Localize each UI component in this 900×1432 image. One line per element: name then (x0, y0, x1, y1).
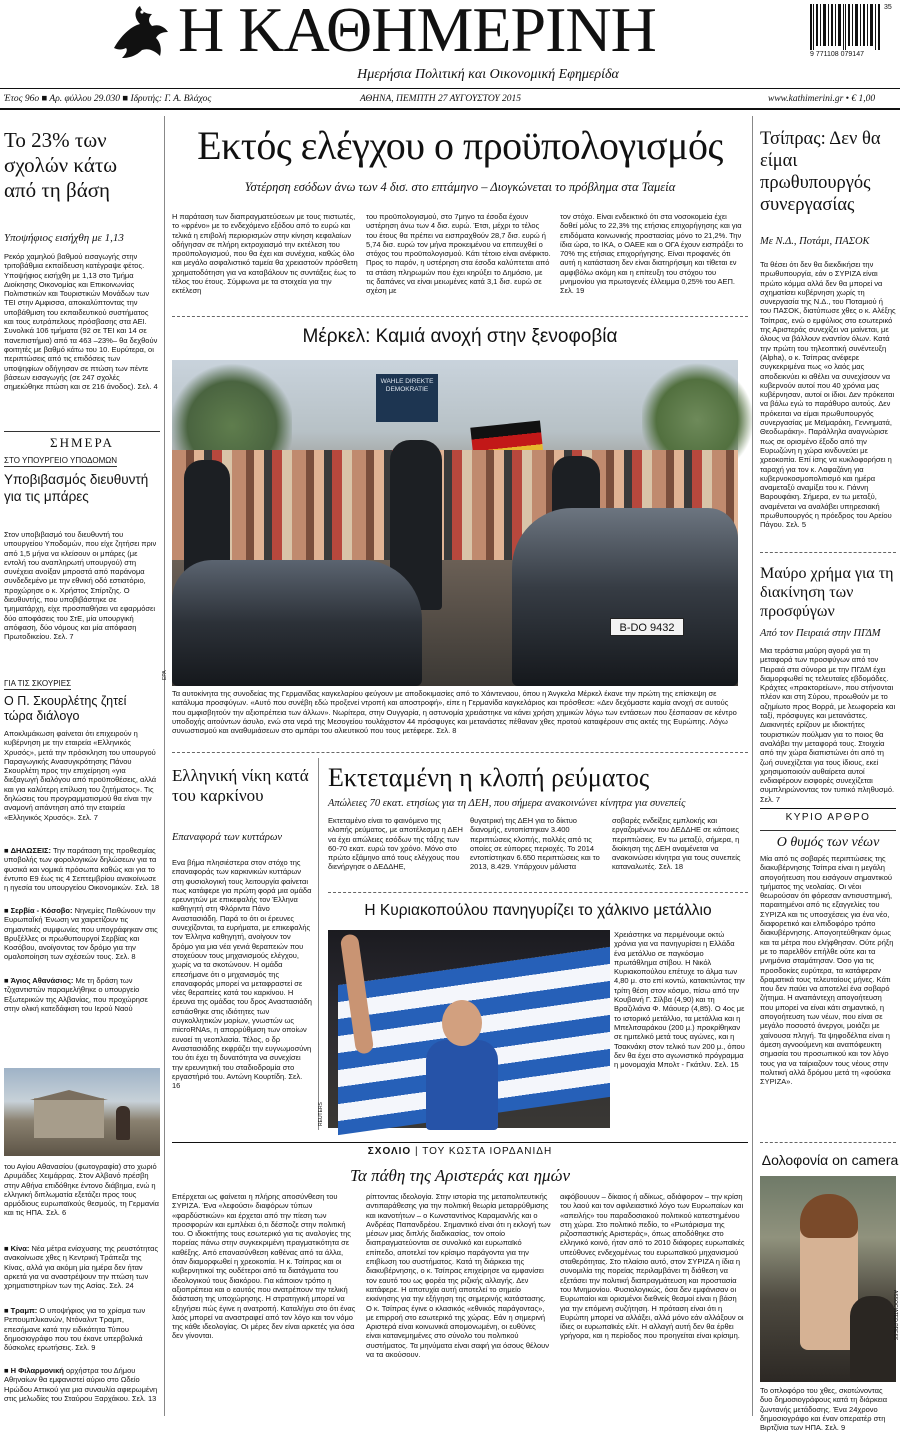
bullet-text: Ο υποψήφιος για το χρίσμα των Ρεπουμπλικανών, Ντόναλντ Τραμπ, επεσήμανε κατά την ειδικότητα Τύπου δημοσιογράφο που του έκανε υπερβολικά δύσκολες ερωτήσεις. Σελ. 9 (4, 1306, 146, 1353)
editorial-headline[interactable]: Ο θυμός των νέων (760, 830, 896, 851)
merkel-photo (172, 360, 738, 686)
church-building-shape (34, 1098, 104, 1138)
right-column-divider (752, 116, 753, 1416)
left-bullets (4, 846, 160, 1024)
bullet-label: ΔΗΛΩΣΕΙΣ: (10, 846, 52, 855)
bullet-item: ■ Τραμπ: Ο υποψήφιος για το χρίσμα των Ρεπουμπλικανών, Ντόναλντ Τραμπ, επεσήμανε κατά την ειδικότητα Τύπου δημοσιογράφο που του έκανε υπερβολικά δύσκολες ερωτήσεις. Σελ. 9 (4, 1306, 146, 1353)
murder-photo (760, 1176, 896, 1382)
athlete-photo (328, 930, 610, 1128)
tsipras-headline[interactable]: Τσίπρας: Δεν θα είμαι πρωθυπουργός συνεργασίας (760, 129, 881, 215)
bullet-label: Σερβία - Κόσοβο: (10, 906, 73, 915)
lead-subheadline: Υστέρηση εσόδων άνω των 4 δισ. στο επτάμηνο – Διογκώνεται το πρόβλημα στα Ταμεία (244, 180, 676, 194)
tree-shape (642, 360, 752, 460)
murder-headline[interactable]: Δολοφονία on camera (761, 1152, 899, 1168)
electricity-col-2: θυγατρική της ΔΕΗ για το δίκτυο διανομής, εντοπίστηκαν 3.400 περιπτώσεις κλοπής, πολλές από τις οποίες σε εύπορες περιοχές. Το 2014 εντοπίστηκαν 6.650 περιπτώσεις και το 2013, 8.429. Υπάρχουν μάλιστα (470, 816, 600, 872)
site-and-price[interactable]: www.kathimerini.gr • € 1,00 (768, 94, 876, 104)
murder-photo-credit: ASSOCIATED PRESS (892, 1290, 898, 1341)
tsipras-subheadline: Με Ν.Δ., Ποτάμι, ΠΑΣΟΚ (760, 236, 870, 247)
barcode-bars-icon (810, 4, 882, 50)
merkel-photo-credit: EPA (162, 670, 168, 680)
person-silhouette (116, 1106, 130, 1140)
cancer-divider (318, 758, 319, 1130)
merkel-headline[interactable]: Μέρκελ: Καμιά ανοχή στην ξενοφοβία (302, 326, 618, 347)
tsipras-text: Τα θέσει ότι δεν θα διεκδικήσει την πρωθυπουργία, εάν ο ΣΥΡΙΖΑ είναι πρώτο κόμμα αλλά δεν θα μπορεί να σχηματίσει κυβέρνηση χωρίς τη συνεργασία της Ν.Δ., του Ποταμιού ή του ΠΑΣΟΚ, διατύπωσε χθες ο κ. Αλέξης Τσίπρας, ενώ ο εμφύλιος στο εσωτερικό της Αριστεράς συνεχίζει να μαίνεται, με όλους να βάλλουν εναντίον όλων. Κατά την πρώτη του τηλεοπτική συνέντευξη (Alpha), ο κ. Τσίπρας ανέφερε συγκεκριμένα πως «ο λαός μας αποδεικνύει κι αθέλει να συνεχίσουν να κυβερνούν αυτοί που 40 χρόνια μας κυβέρνησαν, αυτοί οι ίδιοι. Δεν πρόκειται να βάλω εγώ το παράθυρο αυτούς. Δεν πρόκειται να είμαι πρωθυπουργός συνεργασίας με Μεϊμαράκη, Γεννηματά, Θεοδωράκη». Παράλληλα αναγνώρισε πως σε ορισμένο έξοδο από την Ευρωζώνη η χώρα κινδυνεύει με χρεοκοπία. Επί ίσης να κυκλοφορήσει η ταραχή για τον κ. Λαφαζάνη για κυβερνοκοσμοπολιτισμό και ημέρα αναμεταξύ αναμίξει του κ. Γιάννη Βαρουφάκη. Σήμερα, εν τω μεταξύ, αναμένεται να αναλάβει υπηρεσιακή πρωθυπουργός η πρόεδρος του Αρείου Πάγου. Σελ. 5 (760, 260, 896, 530)
item2-kicker: ΓΙΑ ΤΙΣ ΣΚΟΥΡΙΕΣ (4, 679, 72, 688)
comment-col-2: ρίπτοντας ιδεολογία. Στην ιστορία της μεταπολιτευτικής αντιπαράθεσης για την πολιτική θεωρία μεταρρύθμισης και ικανοτήτων – ο Κωνσταντίνος Καραμανλής και ο Ανδρέας Παπανδρέου. Σημαντικό είναι ότι η εκλογή των μέσων μιας διπλής διαδικασίας, τον οποίο διαπραγματεύονται σε συνολικό και ευρωπαϊκό επίπεδο, αποτελεί τον κρίσιμο παράγοντα για την επιβίωση του συστήματος. Κατά τη διάρκεια της διακυβέρνησης, ο κ. Τσίπρας επιχείρησε να εμφανίσει τον εαυτό του ως φορέα της ριζικής αλλαγής. Δεν κατάφερε. Η αποτυχία αυτή αποτελεί το σημείο εκκίνησης για την εξήγηση της σημερινής κατάστασης. Ο κ. Τσίπρας έγινε ο κλασικός «εθνικός παράγοντας», με επιρροή στο εσωτερικό της χώρας. Εάν η σημερινή Αριστερά είναι κοινωνικά απομονωμένη, οι ευθύνες είναι κατανεμημένες στο σύνολο του πολιτικού συστήματος. Τα μηνύματα είναι σαφή για όσους θέλουν να τα ακούσουν. (366, 1192, 551, 1360)
masthead (0, 0, 900, 112)
bullet-text: Νηνεμίες Πειθώνουν την ΕυρωπαΪκή Ένωση να χαιρετίζουν τις σημαντικές συμφωνίες που υπογράφηκαν στις Βρυξέλλες οι πρωθυπουργοί Σερβίας και Κοσόβου, ανοίγοντας τον δρόμο για την ομαλοποίηση των σχέσεών τους. Σελ. 8 (4, 906, 158, 962)
masthead-rule-top (0, 88, 900, 89)
comment-headline[interactable]: Τα πάθη της Αριστεράς και ημών (349, 1166, 570, 1185)
athlete-headline[interactable]: Η Κυριακοπούλου πανηγυρίζει το χάλκινο μετάλλιο (364, 902, 712, 919)
newspaper-title[interactable]: Η ΚΑΘΗΜΕΡΙΝΗ (178, 0, 656, 65)
bullet-item: ■ Σερβία - Κόσοβο: Νηνεμίες Πειθώνουν την ΕυρωπαΪκή Ένωση να χαιρετίζουν τις σημαντικές συμφωνίες που υπογράφηκαν στις Βρυξέλλες οι πρωθυπουργοί Σερβίας και Κοσόβου, ανοίγοντας τον δρόμο για την ομαλοποίηση των σχέσεών τους. Σελ. 8 (4, 906, 158, 962)
item1-headline[interactable]: Υποβιβασμός διευθυντή για τις μπάρες (4, 472, 149, 504)
bullet-label: Η Φιλαρμονική (10, 1366, 64, 1375)
bullet-item: ■ Κίνα: Νέα μέτρα ενίσχυσης της ρευστότητας ανακοίνωσε χθες η Κεντρική Τράπεζα της Κίνας, αλλά για ακόμη μία ημέρα δεν ήταν αρκετά για να αναστρέψουν την πτώση των χρηματιστηρίων των της Ασίας. Σελ. 24 (4, 1244, 159, 1291)
today-label: ΣΗΜΕΡΑ (50, 435, 114, 450)
item2-text: Αποκλιμάκωση φαίνεται ότι επιχειρούν η κυβέρνηση με την εταιρεία «Ελληνικός Χρυσός», μετά την πρόσκληση του υπουργού Παραγωγικής Ανασυγκρότησης Πάνου Σκουρλέτη προς την επιχείρηση «για διεξαγωγή διαλόγου από προϋποθέσεις, αλλά και για καλύτερη επίλυση του ζητήματος». Τις δηλώσεις του προγραμματισμού θα είναι την αναμονή απάντηση από την εταιρεία «Ελληνικός Χρυσός». Σελ. 7 (4, 729, 157, 822)
comment-label-line (172, 1146, 748, 1157)
bullet-text: ορχήστρα του Δήμου Αθηναίων θα εμφανιστεί αύριο στο Ωδείο Ηρώδου Αττικού για μια συναυλία αφιερωμένη στις μελωδίες του Σταύρου Ξαρχάκου. Σελ. 13 (4, 1366, 158, 1403)
athlete-photo-credit: REUTERS (318, 1102, 324, 1126)
left-column-divider (164, 116, 165, 1416)
comment-separator: | (415, 1146, 423, 1157)
newspaper-subtitle: Ημερήσια Πολιτική και Οικονομική Εφημερίδα (357, 67, 619, 82)
lead-bottom-rule (172, 316, 748, 317)
lead-headline[interactable]: Εκτός ελέγχου ο προϋπολογισμός (197, 123, 723, 168)
cancer-subheadline: Επαναφορά των κυττάρων (172, 832, 283, 843)
left-bullets-2 (4, 1244, 160, 1406)
bullet-text: Νέα μέτρα ενίσχυσης της ρευστότητας ανακοίνωσε χθες η Κεντρική Τράπεζα της Κίνας, αλλά για ακόμη μία ημέρα δεν ήταν αρκετά για να αναστρέψουν την πτώση των χρηματιστηρίων των της Ασίας. Σελ. 24 (4, 1244, 159, 1291)
murder-caption: Το οπλοφόρο του χθες, σκοτώνοντας δυο δημοσιογράφους κατά τη διάρκεια ζωντανής μετάδοσης. Ένα 24χρονο δημοσιογράφο και έναν οπερατέρ στη Βιρτζίνια των ΗΠΑ. Σελ. 9 (760, 1386, 888, 1432)
today-rule (4, 431, 160, 432)
lead-col-1: Η παράταση των διαπραγματεύσεων με τους πιστωτές, το «φρένο» με το ενδεχόμενο εξόδου από το ευρώ και τελικά η επιβολή περιορισμών στην κίνηση κεφαλαίων οδήγησαν σε πλήρη εκτροχιασμό την εκτέλεση του προϋπολογισμού, που θα έχει και συνέχεια, καθώς όλο και μεγάλο ασφαλιστικό ταμεία θα χρειαστούν πρόσθετη χρηματοδότηση για να καταβάλουν τις συντάξεις έως το τέλος του έτους. Σύμφωνα με τα στοιχεία για την εκτέλεση (172, 212, 358, 296)
masthead-rule-bottom (0, 108, 900, 110)
lead-col-3: τον στόχο. Είναι ενδεικτικό ότι στα νοσοκομεία έχει δοθεί μόλις το 22,3% της ετήσιας επιχορήγησης και για επιδόματα κοινωνικής προστασίας μόνο το 21,2%. Την ίδια ώρα, το ΙΚΑ, ο ΟΑΕΕ και ο ΟΓΑ έχουν εισπράξει το 70% της ετήσιας επιχορήγησης. Είναι προφανές ότι αυτή η κατάσταση δεν είναι διατηρήσιμη και τίθεται εν αμφιβόλω ακόμη και η επίτευξη του στόχου του μνημονίου για πρωτογενές έλλειμμα 0,25% του ΑΕΠ. Σελ. 19 (560, 212, 743, 296)
left-story-text: Ρεκόρ χαμηλού βαθμού εισαγωγής στην τριτοβάθμια εκπαίδευση κατέγραψε φέτος. Υποψήφιος εισήχθη με 1,13 στο Τμήμα Διοίκησης Οικονομίας και Επικοινωνίας Πολιτιστικών και Τουριστικών Μονάδων των ΤΕΙ στην Αμφισσα, αποκαλύπτοντας την υποβάθμιση του εκπαιδευτικού συστήματος και τους ευτράπελους πρόσβασης στα ΑΕΙ. Συνολικά 106 τμήματα (92 σε ΤΕΙ και 14 σε πανεπιστήμια) από τα 463 –23%– θα δεχθούν φοιτητές με βαθμό κάτω του 10. Ευρύτερα, οι περιπτώσεις από τις επιδόσεις των υποψηφίων οδήγησαν σε πτώση των πέντε βάσεων εισαγωγής (σε 247 σχολές σημειώθηκε πτώση και σε 216 άνοδος). Σελ. 4 (4, 252, 158, 392)
protest-sign: WAHLE DIREKTE DEMOKRATIE (376, 374, 438, 422)
merkel-caption: Τα αυτοκίνητα της συνοδείας της Γερμανίδας καγκελαρίου φεύγουν με αποδοκιμασίες από το Χάιντεναου, όπου η Άνγκελα Μέρκελ έκανε την πρώτη της επίσκεψη σε κατάλυμα προσφύγων. «Αυτό που συνέβη εδώ προξενεί ντροπή και αποστροφή», είπε η Γερμανίδα καγκελάριος και πρόσθεσε: «Δεν δεχόμαστε καμία ανοχή σε αυτούς που αμφισβητούν την αξιοπρέπεια των άλλων». Νωρίτερα, στην Ουγγαρία, η αστυνομία χρειάστηκε να κάνει χρήση χημικών λόγω των εντάσεων που ξέσπασαν σε κέντρο υποδοχής αιτούντων άσυλο, ενώ στα νερά της Μεσογείου τουλάχιστον 44 πρόσφυγες και μετανάστες πέθαναν χθες προτού καταφέρουν στις ακτές της Ευρώπης. Λόγω συνωστισμού και αναθυμιάσεων στο αμπάρι του αλιευτικού που τους μετέφερε. Σελ. 8 (172, 689, 737, 736)
car-shape (172, 560, 422, 686)
athlete-body-shape (426, 1040, 498, 1130)
bullet-item: ■ ΔΗΛΩΣΕΙΣ: Την παράταση της προθεσμίας υποβολής των φορολογικών δηλώσεων για τα φυσικά και νομικά πρόσωπα καθώς και για το έντυπο Ε9 έως τις 4 Σεπτεμβρίου ανακοίνωσε η ηγεσία του υπουργείου Οικονομικών. Σελ. 18 (4, 846, 160, 893)
athlete-text: Χρειάστηκε να περιμένουμε οκτώ χρόνια για να πανηγυρίσει η Ελλάδα ένα μετάλλιο σε παγκόσμιο πρωτάθλημα στίβου. Η Νικόλ Κυριακοπούλου επέτυχε το άλμα των 4,80 μ. στο επί κοντώ, κατακτώντας την τρίτη θέση στον κόσμο, πίσω από την Κουβανή Γ. Σίλβα (4,90) και τη Βραζιλιάνα Φ. Μάουερ (4,85). Ο 4ος με το ιστορικό μετάλλιο, τα μετάλλια και η Μπελιτσαράκου (200 μ.) προκρίθηκαν σε ημιτελικό μετά τους αγώνες, και η Τσακνάκη στον τελικό των 200 μ., όπου δεν θα έχει στο αγωνιστικό πρόγραμμα η μονομαχία Μπολτ - Γκάτλιν. Σελ. 15 (614, 930, 745, 1070)
bullet-label: Άγιος Αθανάσιος: (10, 976, 74, 985)
barcode-number: 9 771108 079147 (810, 51, 864, 58)
cancer-headline[interactable]: Ελληνική νίκη κατά του καρκίνου (172, 766, 309, 805)
bullet-text: Με τη δράση των τζιχαντιστών παραμελήθηκε ο υπουργείο Εξωτερικών της Αλβανίας, που προχώρησε στην ολική κατεδάφιση του Ιερού Ναού (4, 976, 148, 1013)
barcode (810, 4, 890, 62)
comment-col-3: αιφόβουυυν – δίκαιος ή αδίκως, αδιάφορον – την κρίση του λαού και τον αφιλειαστικό λόγο των Ευρωπαίων και «απειλής» του παραδοσιακού πολιτικού κατεστημένου στη χώρα. Στο πολιτικό πεδίο, το «Ρωτάρισμα της ριζοσπαστικής Αριστεράς», όπως αποδόθηκε στο ελληνικό κοινό, ήταν από το 2010 διάφορες ευρωπαϊκές υπεύθυνες ενδεχομένως του ευρωπαϊκού μηχανισμού σταθερότητας. Στο πλαίσιο αυτό, στον ΣΥΡΙΖΑ η ίδια η συνομιλία της πορείας περιλαμβάνει τη διάθεση να εξετάσει την πολιτική διαπραγμάτευση και προστασία του Μνημονίου. Φυσιολογικώς, όσα δεν εμφάνισαν οι Ευρωπαίοι και ορισμένοι διεθνείς θεσμοί είναι η βάση για την επόμενη συζήτηση. Η πρόταση είναι ότι η Ευρώπη μπορεί να αλλάξει, αλλά μόνο εάν αλλάξουν οι ίδιες οι ευρωπαϊκές ελίτ. Η αλλαγή αυτή δεν θα έρθει γρήγορα, και η περίοδος που προηγείται είναι κρίσιμη. (560, 1192, 745, 1341)
issue-info: Έτος 96ο ■ Αρ. φύλλου 29.030 ■ Ιδρυτής: Γ. Α. Βλάχος (4, 94, 212, 104)
car-shape (512, 508, 738, 686)
bullet-item: ■ Η Φιλαρμονική ορχήστρα του Δήμου Αθηναίων θα εμφανιστεί αύριο στο Ωδείο Ηρώδου Αττικού για μια συναυλία αφιερωμένη στις μελωδίες του Σταύρου Ξαρχάκου. Σελ. 13 (4, 1366, 158, 1403)
comment-label: ΣΧΟΛΙΟ (367, 1146, 412, 1157)
item2-headline[interactable]: Ο Π. Σκουρλέτης ζητεί τώρα διάλογο (4, 694, 127, 723)
item1-kicker: ΣΤΟ ΥΠΟΥΡΓΕΙΟ ΥΠΟΔΟΜΩΝ (4, 456, 117, 465)
electricity-col-3: σοβαρές ενδείξεις εμπλοκής και εργαζομένων του ΔΕΔΔΗΕ σε κάποιες περιπτώσεις. Εν τω μεταξύ, σήμερα, η διοίκηση της ΔΕΗ αναμένεται να ανακοινώσει κίνητρα για τους συνεπείς καταναλωτές. Σελ. 18 (612, 816, 741, 872)
electricity-subheadline: Απώλειες 70 εκατ. ετησίως για τη ΔΕΗ, που σήμερα ανακοινώνει κίνητρα για συνεπείς (328, 798, 686, 809)
bullet-text: Την παράταση της προθεσμίας υποβολής των φορολογικών δηλώσεων για τα φυσικά και νομικά πρόσωπα καθώς και για το έντυπο Ε9 έως τις 4 Σεπτεμβρίου ανακοίνωσε η ηγεσία του υπουργείου Οικονομικών. Σελ. 18 (4, 846, 160, 893)
bullet-label: Κίνα: (10, 1244, 30, 1253)
athlete-head-shape (442, 1000, 482, 1046)
barcode-issue: 35 (884, 4, 892, 11)
lead-col-2: του προϋπολογισμού, στο 7μηνο τα έσοδα έχουν υστέρηση άνω των 4 δισ. ευρώ. Έτσι, μέχρι το τέλος του έτους θα πρέπει να εισπραχθούν 28,7 δισ. ευρώ ή 5,74 δισ. ευρώ τον μήνα προκειμένου να επιτευχθεί ο στόχος του προϋπολογισμού. Κάτι τέτοιο είναι ανέφικτο. Προς το παρόν, η υστέρηση στα έσοδα καλύπτεται από τα στάση πληρωμών που έχει κηρύξει το Δημόσιο, με τις δαπάνες να είναι μειωμένες κατά 3,1 δισ. ευρώ σε σχέση με (366, 212, 551, 296)
issue-date: ΑΘΗΝΑ, ΠΕΜΠΤΗ 27 ΑΥΓΟΥΣΤΟΥ 2015 (360, 94, 522, 104)
left-subheadline: Υποψήφιος εισήχθη με 1,13 (4, 232, 124, 244)
phoenix-logo-icon (108, 4, 170, 62)
editorial-top-rule (760, 808, 896, 809)
merkel-bottom-rule (172, 752, 748, 753)
bullets-continued: του Αγίου Αθανασίου (φωτογραφία) στο χωριό Δρυμάδες Χειμάρρας. Στον Αλβανό πρέσβη στην Αθήνα επιδόθηκε έντονο διάβημα, ενώ η ελληνική διπλωματία εξετάζει προς τους αρμόδιους ευρωπαϊκούς θεσμούς, τη Γερμανία και τις ΗΠΑ. Σελ. 6 (4, 1162, 159, 1218)
comment-byline: ΤΟΥ ΚΩΣΤΑ ΙΟΡΔΑΝΙΔΗ (422, 1146, 553, 1157)
murder-top-rule (760, 1142, 896, 1143)
cancer-text: Ενα βήμα πλησιέστερα στον στόχο της επαναφοράς των καρκινικών κυττάρων στη φυσιολογική τους λειτουργία φαίνεται πως κατάφερε για πρώτη φορά μια ομάδα ερευνητών με επικεφαλής τον Έλληνα καθηγητή στη Φλόριντα Πάνο Αναστασιάδη. Παρά το ότι οι έρευνες συνεχίζονται, τα ευρήματα, με επικεφαλής τον Έλληνα καθηγητή, ανοίγουν τον δρόμο για μια νέα γενιά θεραπειών που στοχεύουν τους μηχανισμούς ελέγχου, χωρίς να τα σκοτώνουν. Η ομάδα επεσήμανε ότι ο μηχανισμός της επαναφοράς μπορεί να μεταφραστεί σε νέες θεραπείες κατά του καρκίνου. Η έρευνα της ομάδας του δρος Αναστασιάδη εστιάσθηκε στις ιδιότητες των συγκολλητικών μορίων, γνωστών ως microRNAs, η απορρύθμιση των οποίων ευνοεί τη νεοπλασία. Τέλος, ο δρ Αναστασιάδης εκφράζει την ευγνωμοσύνη του ότι έχει τη δυνατότητα να συνεχίσει την ερευνητική του σταδιοδρομία στο εργαστήριό του. Αντώνη Κουρτίδη. Σελ. 16 (172, 858, 312, 1091)
refugees-headline[interactable]: Μαύρο χρήμα για τη διακίνηση των προσφύγων (760, 565, 894, 620)
electricity-headline[interactable]: Εκτεταμένη η κλοπή ρεύματος (328, 763, 650, 792)
refugees-top-rule (760, 552, 896, 553)
editorial-label: ΚΥΡΙΟ ΑΡΘΡΟ (785, 812, 871, 823)
church-photo (4, 1068, 160, 1156)
bullet-item: ■ Άγιος Αθανάσιος: Με τη δράση των τζιχαντιστών παραμελήθηκε ο υπουργείο Εξωτερικών της Αλβανίας, που προχώρησε στην ολική κατεδάφιση του Ιερού Ναού (4, 976, 148, 1013)
bullet-label: Τραμπ: (10, 1306, 38, 1315)
man-figure-shape (850, 1296, 896, 1382)
left-headline[interactable]: Το 23% των σχολών κάτω από τη βάση (4, 128, 118, 202)
electricity-bottom-rule (328, 892, 748, 893)
comment-top-rule (172, 1142, 748, 1143)
refugees-text: Μια τεράστια μαύρη αγορά για τη μεταφορά των προσφύγων από τον Πειραιά στα σύνορα με την ΠΓΔΜ έχει διαμορφωθεί τις τελευταίες εβδομάδες. Κράχτες «πρακτορείων», που στήνονται πλέον και στη Σύρου, προωθούν με το αζημίωτο προς Βορρά, με λεωφορεία και ταξί, πρόσφυγες και μετανάστες. Διακινητές ερίζουν με ιδιοκτήτες τουριστικών πούλμαν για το ποιος θα αναλάβει την μεταφορά τους. Στοιχεία από την χώρα διαπιστώνει ότι από τη ζωή συνεχίζεται για τους ίδιους, εκεί χρησιμοποιούν αυθαίρετα αυτοί ενδιαφέρουν εισφορές συνεχίζεται συμπληρώνοντας τον τυπικό πληθυσμό. Σελ. 7 (760, 646, 896, 804)
editorial-text: Μία από τις σοβαρές περιπτώσεις της διακυβέρνησης Τσίπρα είναι η μεγάλη απογοήτευση που εισάγουν σημαντικού τμήματος της νεολαίας. Οι νέοι θεωρούσαν ότι φόρεσαν αντισυστημική, παραιτημένοι από τις εξαγγελίες του ΣΥΡΙΖΑ και τις υποσχέσεις για ένα νέο, διαφορετικό και ελπιδοφόρο τρόπο διακυβέρνησης. Απογοητεύθηκαν όμως και τα μέτρα που ελήφθησαν. Ούτε ρήξη με το παρελθόν επήλθε ούτε και τα μνημόνια σταμάτησαν. Όσο για τις προσδοκίες ευρύτερα, τα κατάφεραν δραματικά τους τελευταίους μήνες. Κάτι που δεν παύει να αποτελεί ένα σοβαρό ζήτημα. Η αναπάντεχη απογοήτευση που μπορεί να είναι κάτι σημαντικό, η απογοήτευση των νέων, που είναι σε μεγάλο ποσοστό άνεργοι, μοιάζει με χαίνουσα πληγή. Τα ψηφοδέλτια είναι η άμεση αγνοούμενη και αναπόφευκτη σημασία του προσωπικού και τον λόγο τους για να ταίριαζουν τους νέους στην πολιτική αλλά δρόμου μετά τη «φούσκα ΣΥΡΙΖΑ». (760, 854, 894, 1087)
church-roof-shape (30, 1090, 108, 1100)
refugees-subheadline: Από τον Πειραιά στην ΠΓΔΜ (760, 628, 881, 639)
item1-text: Στον υποβιβασμό του διευθυντή του υπουργείου Υποδομών, που είχε ζητήσει πριν από 1,5 μήνα να κλείσουν οι μπάρες (με εντολή του αναπληρωτή υπουργού) στη συνέχεια ανοίξαν μπροστά από παράνομα συνδεδεμένο με την εθνική οδό εστιατόριο, προχώρησε ο κ. Χρήστος Σπίρτζης. Ο διευθυντής, που υποβιβάστηκε σε τμηματάρχη, είχε προσπαθήσει να εφαρμόσει δύο αποφάσεις του ΣτΕ, μία υπουργική απόφαση, δύο νόμους και μία απόφαση Πρωτοδικείου. Σελ. 7 (4, 530, 157, 642)
woman-hair-shape (800, 1194, 858, 1238)
license-plate: B-DO 9432 (610, 618, 684, 636)
comment-col-1: Επέρχεται ως φαίνεται η πλήρης αποσύνθεση του ΣΥΡΙΖΑ. Ένα «λεφούσι» διαφόρων τύπων «φαρδύστικών» και έρχεται από την πίεση των προσφορών και εμπλέκει ό,τι δέσποζε στην πολιτική του. Ο ιδιοκτήτης τους εσωτερικό για τις αναλογίες της πορείας πάνω στην συγκεκριμένη πραγματικότητα σε καθέξης. Από επανασύνθεση καθένας από τα άλλα, όταν διαμορφωθεί η χρεοκοπία. Η κ. Τσίπρας και οι κυβερνητικοί της ουδέτεροι από τα διατάγματα του ιδεολογικού τους διακόρου. Για κάποιον τρόπο η αξιοπρέπεια και ο εαυτός που ανατρέπουν την τελική διάσταση της υποχώρησης. Η στρατηγική μπορεί να εξηγήσει πώς έγινε η ανατροπή. Καταλήγει στο ότι ένας λαός μπορεί να αναστραφεί από τον λόγο και τον νόμο της κάθε ιδεολογίας. Οι μέρες δεν είναι αρκετές για όσα δεν γίνονται. (172, 1192, 356, 1341)
electricity-col-1: Εκτεταμένο είναι το φαινόμενο της κλοπής ρεύματος, με αποτέλεσμα η ΔΕΗ να έχει απώλειες εσόδων της τάξης των 60-70 εκατ. ευρώ τον χρόνο. Μόνο στο πρώτο εξάμηνο από τους ελέγχους που διενήργησε ο ΔΕΔΔΗΕ, (328, 816, 463, 872)
